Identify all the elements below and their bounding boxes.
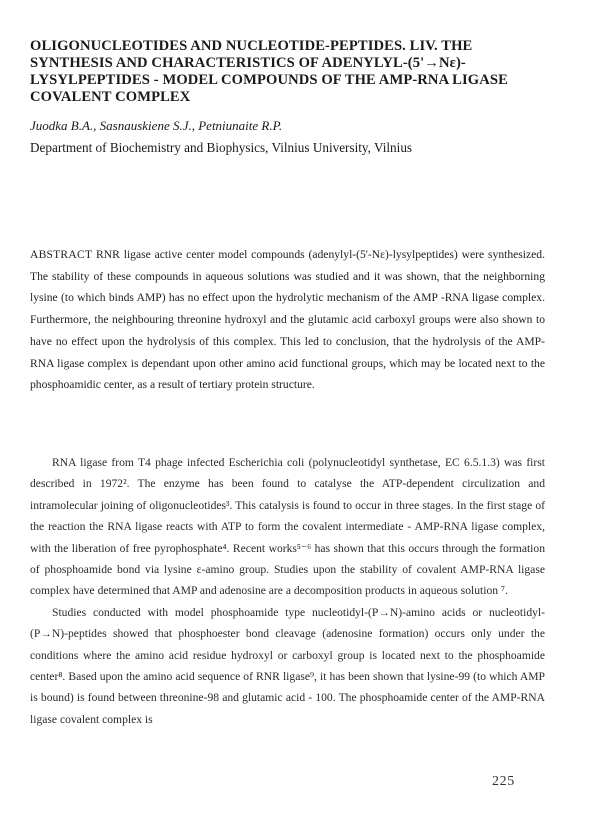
paper-title: OLIGONUCLEOTIDES AND NUCLEOTIDE-PEPTIDES. LIV. THE SYNTHESIS AND CHARACTERISTICS OF ADENYLYL-(5'→Nε)-LYSYLPEPTIDES - MODEL COMPOUNDS OF THE AMP-RNA LIGASE COVALENT COMPLEX: [30, 38, 508, 105]
body-paragraph: Studies conducted with model phosphoamide type nucleotidyl-(P→N)-amino acids or nucleotidyl-(P→N)-peptides showed that phosphoester bond cleavage (adenosine formation) occurs only under the conditions where the amino acid residue hydroxyl or carboxyl group is located next to the phosphoamide center⁸. Based upon the amino acid sequence of RNR ligase⁹, it has been shown that lysine-99 (to which AMP is bound) is found between threonine-98 and glutamic acid - 100. The phosphoamide center of the AMP-RNA ligase covalent complex is: [30, 605, 545, 726]
abstract-label: ABSTRACT: [30, 248, 93, 261]
abstract-text: RNR ligase active center model compounds (adenylyl-(5'-Nε)-lysylpeptides) were synthesized. The stability of these compounds in aqueous solutions was studied and it was shown, that the neighborning lysine (to which binds AMP) has no effect upon the hydrolytic mechanism of the AMP -RNA ligase complex. Furthermore, the neighbouring threonine hydroxyl and the glutamic acid carboxyl groups were also shown to have no effect upon the hydrolysis of this complex. This led to conclusion, that the hydrolysis of the AMP-RNA ligase complex is dependant upon other amino acid functional groups, which may be located next to the phosphoamidic center, as a result of tertiary protein structure.: [30, 248, 545, 392]
page-number: 225: [492, 774, 515, 789]
abstract: [30, 244, 545, 396]
author-list: Juodka B.A., Sasnauskiene S.J., Petniunaite R.P.: [30, 118, 283, 133]
affiliation: Department of Biochemistry and Biophysics, Vilnius University, Vilnius: [30, 140, 413, 155]
body-text: [30, 452, 545, 730]
body-paragraph: RNA ligase from T4 phage infected Escherichia coli (polynucleotidyl synthetase, EC 6.5.1.3) was first described in 1972². The enzyme has been found to catalyse the ATP-dependent circulization and intramolecular joining of oligonucleotides³. This catalysis is found to occur in three stages. In the first stage of the reaction the RNA ligase reacts with ATP to form the covalent intermediate - AMP-RNA ligase complex, with the liberation of free pyrophosphate⁴. Recent works⁵⁻⁶ has shown that this occurs through the formation of phosphoamide bond via lysine ε-amino group. Studies upon the stability of covalent AMP-RNA ligase complex have determined that AMP and adenosine are a decomposition products in aqueous solution ⁷.: [30, 456, 545, 598]
